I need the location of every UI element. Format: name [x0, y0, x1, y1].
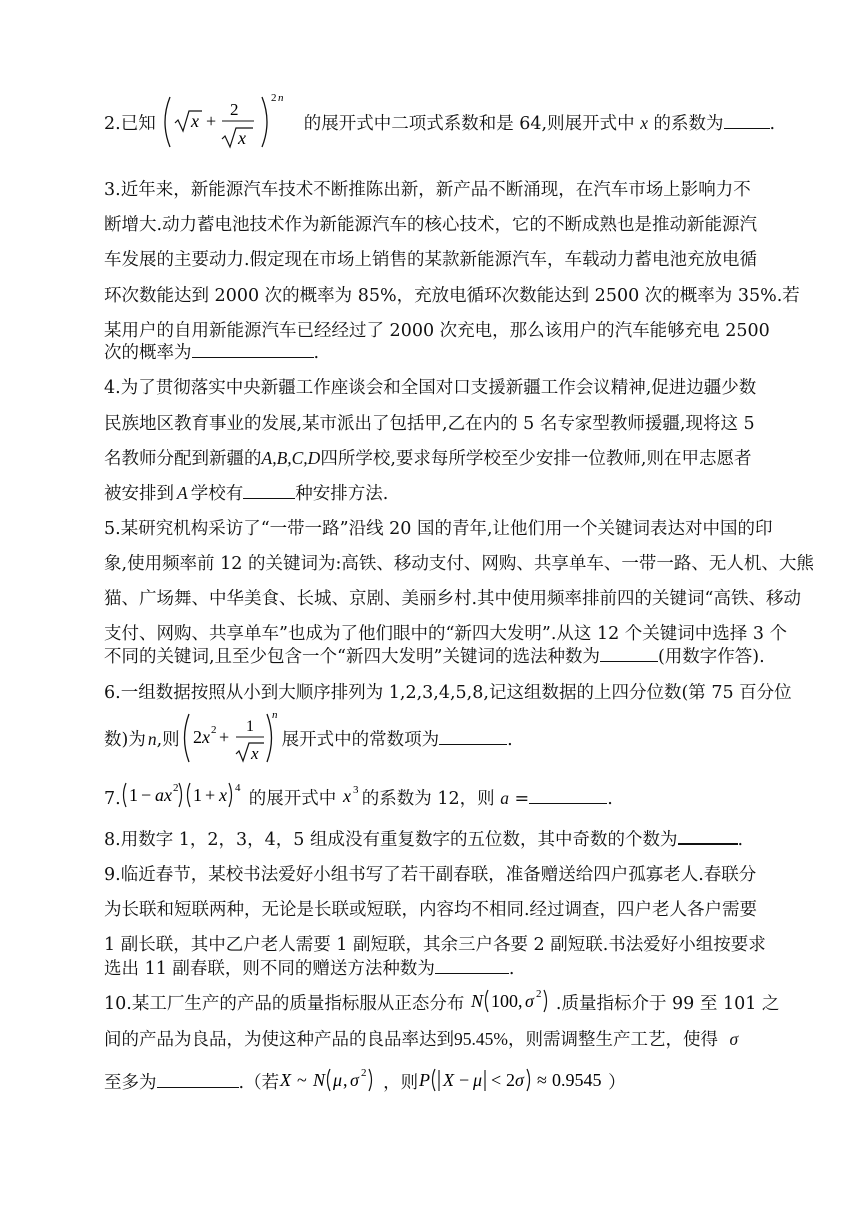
q2-mid: 的展开式中二项式系数和是 64,则展开式中 — [303, 114, 635, 134]
q10-blank — [157, 1086, 239, 1088]
q5-line-5a: 不同的关键词,且至少包含一个“新四大发明”关键词的选法种数为 — [104, 647, 600, 667]
svg-text:2: 2 — [172, 782, 179, 794]
q4-line-4a: 被安排到 — [104, 484, 174, 504]
q2-blank — [724, 127, 770, 129]
svg-text:μ: μ — [473, 1070, 483, 1090]
svg-text:N: N — [470, 991, 483, 1011]
svg-text:,: , — [343, 1070, 348, 1090]
q10-line-1a: 10.某工厂生产的产品的质量指标服从正态分布 — [104, 994, 465, 1014]
question-7 — [104, 782, 613, 810]
q10-formula-n — [470, 987, 556, 1020]
svg-text:μ: μ — [333, 1070, 343, 1090]
q7-a: 的展开式中 — [248, 789, 337, 809]
q3-blank — [192, 356, 314, 358]
svg-text:σ: σ — [350, 1070, 359, 1090]
q3-end: . — [313, 343, 320, 363]
q10-line-3d: ） — [608, 1073, 626, 1093]
svg-text:−: − — [459, 1070, 470, 1090]
q10-formula-p — [418, 1066, 608, 1099]
q10-line-2b: ，则需调整生产工艺，使得 — [507, 1030, 718, 1050]
q6-line-2c: 展开式中的常数项为 — [281, 730, 440, 750]
q9-line-3: 1 副长联，其中乙户老人需要 1 副短联，其余三户各要 2 副短联.书法爱好小组按要求 — [104, 935, 766, 955]
q4-line-3a: 名教师分配到新疆的 — [104, 449, 262, 469]
svg-text:+: + — [204, 785, 215, 805]
q9-end: . — [508, 959, 515, 979]
svg-text:x: x — [342, 786, 351, 806]
q7-prefix: 7. — [104, 789, 121, 809]
q2-end: . — [769, 114, 776, 134]
q9-line-2: 为长联和短联两种，无论是长联或短联，内容均不相同.经过调查，四户老人各户需要 — [104, 900, 758, 920]
svg-text:0.9545: 0.9545 — [552, 1070, 602, 1090]
svg-text:x: x — [218, 785, 227, 805]
svg-text:2: 2 — [229, 100, 239, 119]
q2-var: x — [640, 113, 648, 133]
q3-line-1: 3.近年来，新能源汽车技术不断推陈出新，新产品不断涌现，在汽车市场上影响力不 — [104, 180, 751, 200]
svg-text:2: 2 — [192, 727, 202, 747]
svg-text:~: ~ — [297, 1070, 307, 1090]
svg-text:x: x — [201, 727, 210, 747]
q5-line-4: 支付、网购、共享单车”也成为了他们眼中的“新四大发明”.从这 12 个关键词中选择 3 个 — [104, 624, 788, 644]
q4-blank — [243, 497, 295, 499]
q5-line-5b: (用数字作答). — [657, 647, 765, 667]
q5-line-5 — [104, 643, 765, 668]
q7-blank — [529, 802, 607, 804]
q8-text: 8.用数字 1，2，3，4，5 组成没有重复数字的五位数，其中奇数的个数为 — [104, 830, 678, 850]
q2-tail: 的系数为 — [653, 114, 724, 134]
q10-line-3c: ，则 — [383, 1073, 419, 1093]
svg-text:X: X — [443, 1070, 455, 1090]
q5-line-2: 象,使用频率前 12 的关键词为:高铁、移动支付、网购、共享单车、一带一路、无人机、大熊 — [104, 554, 814, 574]
q4-line-3 — [104, 445, 751, 470]
q2-prefix: 2.已知 — [104, 114, 156, 134]
q9-line-4-text: 选出 11 副春联，则不同的赠送方法种数为 — [104, 959, 435, 979]
q5-blank — [600, 660, 658, 662]
q2-formula — [158, 87, 300, 162]
q10-line-3a: 至多为 — [104, 1073, 157, 1093]
svg-text:x: x — [237, 128, 246, 148]
q3-line-5: 某用户的自用新能源汽车已经经过了 2000 次充电，那么该用户的汽车能够充电 2500 — [104, 321, 770, 341]
q5-line-1: 5.某研究机构采访了“一带一路”沿线 20 国的青年,让他们用一个关键词表达对中国的印 — [104, 519, 773, 539]
q3-line-6 — [104, 339, 319, 364]
q10-line-1 — [104, 990, 779, 1015]
question-8 — [104, 826, 743, 851]
svg-text:ax: ax — [154, 785, 172, 805]
svg-text:P: P — [419, 1070, 431, 1090]
svg-text:+: + — [205, 111, 216, 131]
q3-line-6-text: 次的概率为 — [104, 343, 192, 363]
q10-line-2a: 间的产品为良品，为使这种产品的良品率达到 — [104, 1030, 454, 1050]
svg-text:n: n — [271, 709, 278, 721]
q4-schools: A,B,C,D — [261, 448, 321, 468]
svg-text:+: + — [218, 727, 229, 747]
svg-text:≈: ≈ — [537, 1070, 547, 1090]
q10-formula-x — [279, 1066, 383, 1099]
q6-end: . — [507, 730, 513, 750]
q6-blank — [439, 743, 507, 745]
q7-formula — [121, 780, 247, 815]
q6-line-2b: ,则 — [156, 730, 180, 750]
q9-line-1: 9.临近春节，某校书法爱好小组书写了若干副春联，准备赠送给四户孤寡老人.春联分 — [104, 865, 757, 885]
svg-text:X: X — [280, 1070, 292, 1090]
q8-end: . — [737, 830, 744, 850]
svg-text:2: 2 — [210, 724, 217, 736]
q6-var-n: n — [147, 729, 157, 749]
q8-blank — [678, 842, 738, 845]
q10-line-2 — [104, 1026, 738, 1051]
q10-line-3 — [104, 1069, 626, 1094]
q6-line-2 — [104, 709, 513, 763]
q5-line-3: 猫、广场舞、中华美食、长城、京剧、美丽乡村.其中使用频率排前四的关键词“高铁、移动 — [104, 589, 802, 609]
q9-line-4 — [104, 955, 514, 980]
q7-c: = — [514, 789, 530, 809]
q4-school-a: A — [177, 483, 188, 503]
q4-line-2: 民族地区教育事业的发展,某市派出了包括甲,乙在内的 5 名专家型教师援疆,现将这 5 — [104, 414, 755, 434]
svg-text:<: < — [491, 1070, 502, 1090]
svg-text:2: 2 — [535, 988, 542, 1000]
q7-b: 的系数为 12，则 — [361, 789, 495, 809]
q6-line-2a: 数)为 — [104, 730, 146, 750]
svg-text:x: x — [250, 744, 259, 763]
q4-line-1: 4.为了贯彻落实中央新疆工作座谈会和全国对口支援新疆工作会议精神,促进边疆少数 — [104, 378, 757, 398]
svg-text:2: 2 — [270, 92, 277, 104]
svg-text:4: 4 — [234, 782, 241, 794]
q4-line-4c: 种安排方法. — [295, 484, 389, 504]
q10-sigma: σ — [729, 1029, 739, 1049]
q6-formula — [180, 705, 280, 776]
question-2 — [104, 92, 776, 148]
svg-text:1: 1 — [245, 718, 254, 735]
q4-line-4 — [104, 480, 388, 505]
q3-line-3: 车发展的主要动力.假定现在市场上销售的某款新能源汽车，车载动力蓄电池充放电循 — [104, 250, 758, 270]
svg-text:2: 2 — [506, 1070, 516, 1090]
svg-text:3: 3 — [352, 784, 359, 796]
q10-line-1b: .质量指标介于 99 至 101 之 — [555, 994, 780, 1014]
svg-text:1: 1 — [192, 785, 202, 805]
q10-percent: 95.45% — [454, 1029, 508, 1049]
svg-text:N: N — [313, 1070, 326, 1090]
svg-text:x: x — [190, 111, 199, 131]
q10-line-3b: .（若 — [238, 1073, 280, 1093]
svg-text:2: 2 — [361, 1067, 367, 1079]
q4-line-4b: 学校有 — [190, 484, 244, 504]
svg-text:σ: σ — [524, 991, 534, 1011]
svg-text:1: 1 — [128, 785, 138, 805]
q9-blank — [435, 972, 509, 974]
q6-line-1: 6.一组数据按照从小到大顺序排列为 1,2,3,4,5,8,记这组数据的上四分位数(第 75 百分位 — [104, 683, 792, 703]
q7-x-cubed — [342, 783, 362, 814]
svg-text:100,: 100, — [490, 991, 523, 1011]
svg-text:n: n — [277, 92, 284, 104]
svg-text:−: − — [140, 785, 151, 805]
q4-line-3b: 四所学校,要求每所学校至少安排一位教师,则在甲志愿者 — [320, 449, 752, 469]
q3-line-2: 断增大.动力蓄电池技术作为新能源汽车的核心技术，它的不断成熟也是推动新能源汽 — [104, 215, 758, 235]
q7-end: . — [607, 789, 613, 809]
svg-text:σ: σ — [515, 1070, 524, 1090]
q7-var-a: a — [500, 788, 509, 808]
q3-line-4: 环次数能达到 2000 次的概率为 85%，充放电循环次数能达到 2500 次的概率为 35%.若 — [104, 286, 800, 306]
